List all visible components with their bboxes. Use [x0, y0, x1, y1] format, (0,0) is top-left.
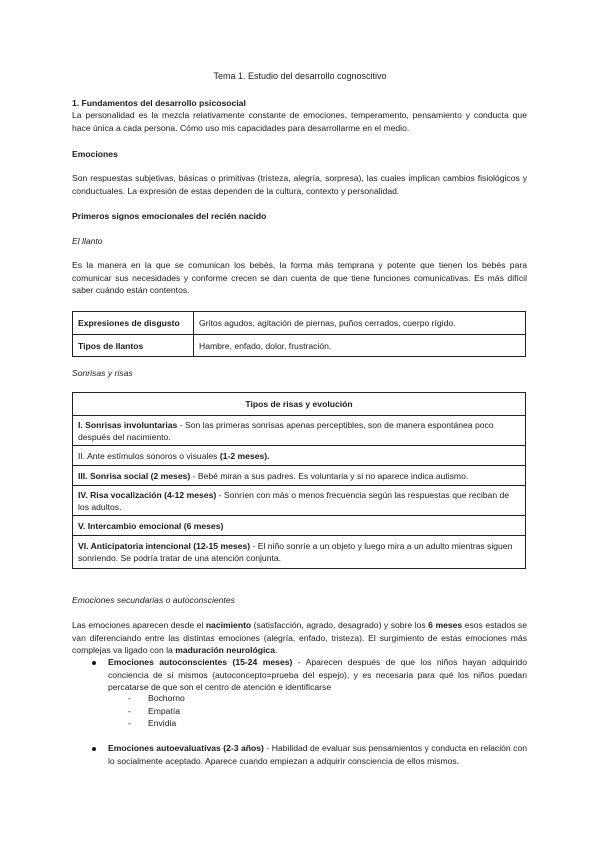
- table-value-cell: Hambre, enfado, dolor, frustración.: [194, 335, 526, 357]
- table-cell: [73, 466, 526, 486]
- table-row: [73, 312, 526, 335]
- table-header: Tipos de risas y evolución: [73, 393, 526, 416]
- subheading-llanto: El llanto: [72, 236, 103, 246]
- table-row: [73, 536, 526, 569]
- sub-item-label: Empatía: [148, 706, 181, 716]
- paragraph-secundarias: [72, 619, 527, 657]
- dash-marker: -: [128, 693, 131, 703]
- row-bold: III. Sonrisa social (2 meses): [78, 470, 191, 481]
- dash-marker: -: [128, 706, 131, 716]
- list-item-autoconscientes: [108, 656, 527, 694]
- section-heading-primeros-signos: Primeros signos emocionales del recién nacido: [72, 211, 267, 221]
- row-text: - Son las primeras sonrisas apenas perceptibles, son de manera espontánea poco después del nacimiento.: [78, 419, 494, 442]
- document-title: Tema 1. Estudio del desarrollo cognoscitivo: [213, 71, 387, 81]
- row-bold: IV. Risa vocalización (4-12 meses): [78, 489, 217, 500]
- sub-item-label: Envidia: [148, 718, 177, 728]
- text-run: .: [275, 645, 278, 655]
- table-row: [73, 516, 526, 536]
- row-text: - Bebé miran a sus padres. Es voluntaria y si no aparece indica autismo.: [190, 470, 469, 481]
- table-key-cell: Expresiones de disgusto: [73, 312, 194, 335]
- subheading-sonrisas: Sonrisas y risas: [72, 368, 133, 378]
- text-run: Las emociones aparecen desde el: [72, 620, 206, 630]
- bullet-icon: [92, 747, 96, 751]
- row-text: - Sonríen con más o menos frecuencia según las respuestas que reciban de los adultos.: [78, 489, 510, 512]
- disgusto-table: [72, 311, 526, 357]
- table-cell: [73, 446, 526, 466]
- text-run: esos estados se van diferenciando entre las distintas emociones (alegría, enfado, tristeza). El surgimiento de estas emociones más complejas va ligado con la: [72, 620, 527, 655]
- row-text: II. Ante estímulos sonoros o visuales: [78, 450, 220, 461]
- bold-run: nacimiento: [205, 620, 252, 630]
- table-cell: [73, 516, 526, 536]
- text-run: (satisfacción, agrado, desagrado) y sobre los: [251, 620, 429, 630]
- table-row: [73, 486, 526, 516]
- text-run: - Habilidad de evaluar sus pensamientos y conducta en relación con lo socialmente aceptado. Aparece cuando empiezan a adquirir consciencia de ellos mismos.: [108, 743, 527, 766]
- bullet-icon: [92, 661, 96, 665]
- paragraph-emociones: Son respuestas subjetivas, básicas o primitivas (tristeza, alegría, sorpresa), las cuales implican cambios fisiológicos y conductuales. La expresión de estas dependen de la cultura, contexto y personalidad.: [72, 173, 527, 196]
- text-run: - Aparecen después de que los niños hayan adquirido conciencia de sí mismos (autoconcepto=prueba del espejo), y es necesaria para qué los niños puedan percatarse de que son el centro de atención e identificarse: [108, 657, 527, 692]
- table-value-cell: Gritos agudos, agitación de piernas, puños cerrados, cuerpo rígido.: [194, 312, 526, 335]
- row-bold: I. Sonrisas involuntarias: [78, 419, 178, 430]
- table-row: [73, 446, 526, 466]
- row-bold: VI. Anticipatoria intencional (12-15 meses): [78, 541, 251, 551]
- section-heading-fundamentos: 1. Fundamentos del desarrollo psicosocial: [72, 98, 246, 108]
- dash-marker: -: [128, 718, 131, 728]
- table-row: [73, 466, 526, 486]
- bold-run: maduración neurológica: [175, 645, 275, 655]
- subheading-secundarias: Emociones secundarias o autoconscientes: [72, 595, 235, 605]
- bold-run: Emociones autoevaluativas (2-3 años): [108, 743, 264, 753]
- row-text: - El niño sonríe a un objeto y luego mira a un adulto mientras siguen sonriendo. Se podría tratar de una atención conjunta.: [78, 541, 513, 563]
- table-row: [73, 335, 526, 357]
- table-key-cell: Tipos de llantos: [73, 335, 194, 357]
- bold-run: Emociones autoconscientes (15-24 meses): [108, 657, 293, 667]
- table-cell: [73, 536, 526, 569]
- risas-table: [72, 392, 526, 569]
- list-item-autoevaluativas: [108, 742, 527, 767]
- paragraph-llanto: Es la manera en la que se comunican los bebés, la forma más temprana y potente que tienen los bebés para comunicar sus necesidades y conforme crecen se dan cuenta de que tiene funciones comunicativas. Es más difícil saber cuándo están contentos.: [72, 260, 527, 295]
- section-heading-emociones: Emociones: [72, 149, 118, 159]
- paragraph-personalidad: La personalidad es la mezcla relativamente constante de emociones, temperamento, pensamiento y conducta que hace única a cada persona. Cómo uso mis capacidades para desarrollarme en el medio.: [72, 110, 527, 133]
- row-bold: (1-2 meses).: [219, 450, 270, 461]
- table-cell: [73, 486, 526, 516]
- table-cell: [73, 416, 526, 446]
- row-bold: V. Intercambio emocional (6 meses): [78, 520, 224, 531]
- table-row: [73, 416, 526, 446]
- sub-item-label: Bochorno: [148, 693, 185, 703]
- table-header-row: [73, 393, 526, 416]
- bold-run: 6 meses: [428, 620, 463, 630]
